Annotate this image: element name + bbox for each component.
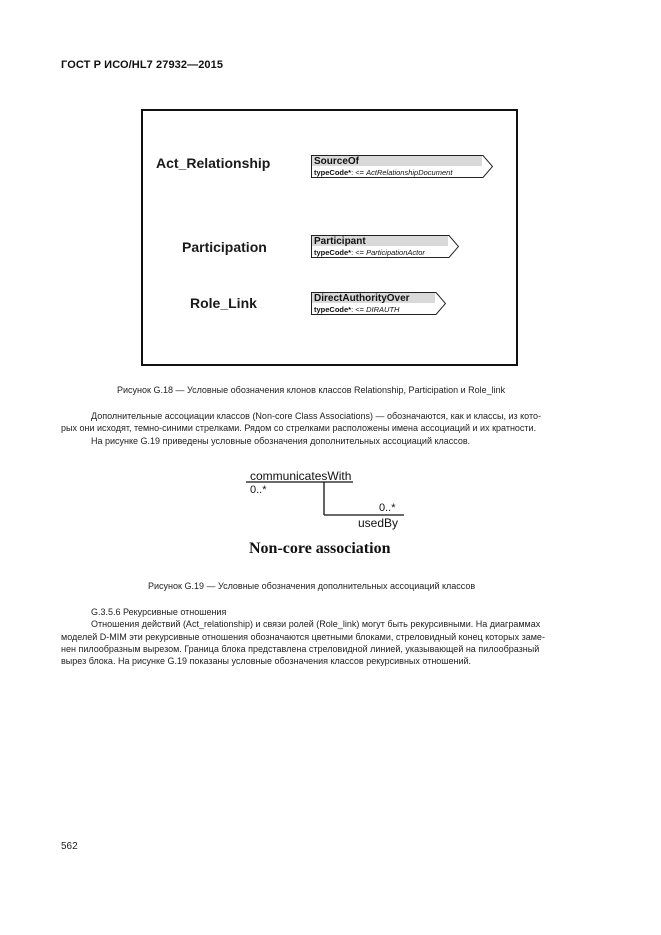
clone-attribute: typeCode*: <= DIRAUTH: [314, 305, 400, 314]
non-core-association-lines: [246, 480, 406, 520]
clone-name: DirectAuthorityOver: [314, 293, 410, 304]
paragraph-line: вырез блока. На рисунке G.19 показаны условные обозначения классов рекурсивных отношений.: [61, 656, 472, 667]
non-core-association-title: Non-core association: [249, 540, 391, 557]
association-target-name: usedBy: [358, 516, 399, 530]
clone-name: SourceOf: [314, 156, 360, 167]
section-heading: G.3.5.6 Рекурсивные отношения: [91, 607, 227, 617]
clone-box-sourceof: [311, 155, 493, 178]
paragraph-line: моделей D-MIM эти рекурсивные отношения обозначаются цветными блоками, стреловидный конец которых заме-: [61, 631, 545, 642]
clone-box-participant: [311, 235, 459, 258]
section-recursive-relations: [61, 606, 602, 667]
clone-attribute: typeCode*: <= ActRelationshipDocument: [314, 168, 453, 177]
paragraph-line: рых они исходят, темно-синими стрелками. Рядом со стрелками расположены имена ассоциаций и их кратности.: [61, 423, 537, 434]
association-source-name: communicatesWith: [250, 469, 352, 483]
clone-attribute: typeCode*: <= ParticipationActor: [314, 248, 425, 257]
figure-g18-caption: Рисунок G.18 — Условные обозначения клонов классов Relationship, Participation и Role_link: [117, 385, 506, 395]
document-header: ГОСТ Р ИСО/HL7 27932—2015: [61, 59, 224, 71]
clone-box-directauthorityover: [311, 292, 446, 315]
paragraph-line: Дополнительные ассоциации классов (Non-core Class Associations) — обозначаются, как и классы, из кото-: [91, 411, 541, 421]
association-source-multiplicity: 0..*: [250, 484, 267, 496]
paragraph-line: На рисунке G.19 приведены условные обозначения дополнительных ассоциаций классов.: [91, 435, 471, 446]
paragraph-line: нен пилообразным вырезом. Граница блока представлена стреловидной линией, указывающей на пилообразный: [61, 643, 540, 654]
paragraph-line: Отношения действий (Act_relationship) и связи ролей (Role_link) могут быть рекурсивными. На диаграммах: [91, 619, 541, 630]
paragraph-non-core-associations: [61, 410, 602, 447]
class-label-participation: Participation: [182, 239, 267, 255]
association-target-multiplicity: 0..*: [379, 502, 396, 514]
class-label-role-link: Role_Link: [190, 295, 257, 311]
class-label-act-relationship: Act_Relationship: [156, 155, 271, 171]
clone-name: Participant: [314, 236, 366, 247]
page-number: 562: [61, 841, 78, 852]
figure-g19-caption: Рисунок G.19 — Условные обозначения дополнительных ассоциаций классов: [148, 581, 476, 591]
